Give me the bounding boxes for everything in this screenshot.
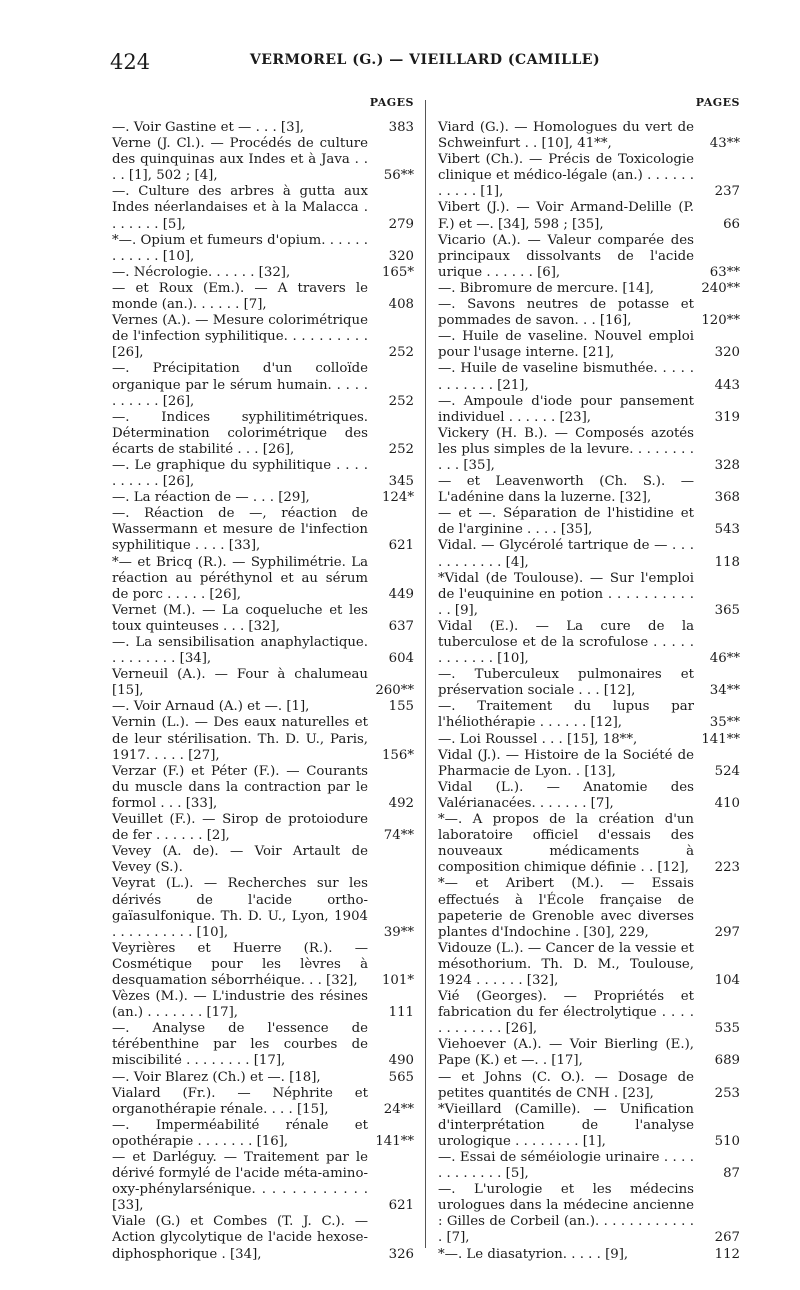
entry-page: 252 [388, 393, 414, 409]
entry-text: — et —. Séparation de l'histidine et de l'arginine . . . . [35], [438, 506, 694, 538]
entry-text: Vidal. — Glycérolé tartrique de — . . . . . . . . . . . [4], [438, 538, 694, 570]
index-entry [438, 876, 740, 940]
entry-text: Veyrières et Huerre (R.). — Cosmétique pour les lèvres à desquamation séborrhéique. . . [32], [112, 940, 368, 988]
index-entry [438, 394, 740, 426]
index-entry [438, 120, 740, 152]
index-entry [438, 699, 740, 731]
entry-text: Vernin (L.). — Des eaux naturelles et de leur stérilisation. Th. D. U., Paris, 1917. . . . . [27], [112, 715, 368, 763]
entry-page: 637 [388, 618, 414, 634]
entry-text: —. Analyse de l'essence de térébenthine par les courbes de miscibilité . . . . . . . . [17], [112, 1021, 368, 1069]
index-entry [112, 1150, 414, 1214]
entry-text: —. Traitement du lupus par l'héliothérapie . . . . . . [12], [438, 699, 694, 731]
index-entry [438, 812, 740, 876]
index-entry [112, 490, 414, 506]
entry-page: 565 [388, 1069, 414, 1085]
entry-text: Vialard (Fr.). — Néphrite et organothérapie rénale. . . . [15], [112, 1085, 368, 1117]
index-entry [438, 538, 740, 570]
entry-page: 252 [388, 345, 414, 361]
index-entry [112, 506, 414, 554]
index-entry [438, 281, 740, 297]
entry-text: —. Précipitation d'un colloïde organique par le sérum humain. . . . . . . . . . . [26], [112, 361, 368, 409]
index-entry [438, 361, 740, 393]
right-column [438, 96, 740, 1262]
index-entry [112, 1086, 414, 1118]
index-entry [112, 410, 414, 458]
pages-column-label: PAGES [369, 96, 414, 109]
entry-text: Vidal (E.). — La cure de la tuberculose et de la scrofulose . . . . . . . . . . . . [10], [438, 618, 694, 667]
entry-text: —. Imperméabilité rénale et opothérapie . . . . . . . [16], [112, 1117, 368, 1149]
entry-page: 621 [388, 1198, 414, 1214]
index-entry [438, 474, 740, 506]
entry-text: —. Huile de vaseline bismuthée. . . . . . . . . . . . [21], [438, 361, 694, 393]
entry-text: —. Le graphique du syphilitique . . . . . . . . . . [26], [112, 457, 368, 490]
entry-page: 410 [714, 795, 740, 811]
entry-page: 155 [388, 699, 414, 715]
entry-text: — et Darléguy. — Traitement par le dérivé formylé de l'acide méta-amino-oxy-phénylarsénique. . . . . . . . . . . . [33], [112, 1150, 368, 1214]
entry-text: —. La réaction de — . . . [29], [112, 490, 310, 506]
entry-page: 535 [714, 1021, 740, 1037]
entry-text: — et Johns (C. O.). — Dosage de petites quantités de CNH . [23], [438, 1069, 694, 1101]
entry-page: 320 [388, 248, 414, 264]
entry-page: 260** [375, 683, 414, 699]
entry-page: 621 [388, 538, 414, 554]
entry-text: Verne (J. Cl.). — Procédés de culture des quinquinas aux Indes et à Java . . . . [1], 502 ; [4], [112, 136, 368, 184]
left-column [112, 96, 414, 1262]
entry-text: Vickery (H. B.). — Composés azotés les plus simples de la levure. . . . . . . . . . . [35], [438, 425, 694, 473]
index-entry [112, 667, 414, 699]
index-entry [112, 361, 414, 409]
entry-text: Veyrat (L.). — Recherches sur les dérivés de l'acide ortho-gaïasulfonique. Th. D. U., Lyon, 1904 . . . . . . . . . . [10], [112, 876, 368, 940]
entry-text: Vernes (A.). — Mesure colorimétrique de l'infection syphilitique. . . . . . . . . . [26], [112, 313, 368, 361]
entry-text: —. Tuberculeux pulmonaires et préservation sociale . . . [12], [438, 667, 694, 699]
index-entry [112, 844, 414, 876]
entry-text: *—. A propos de la création d'un laboratoire officiel d'essais des nouveaux médicaments à composition chimique définie . . [12], [438, 812, 694, 876]
entry-page: 345 [388, 474, 414, 490]
entry-text: —. Bibromure de mercure. [14], [438, 280, 654, 296]
index-entry [438, 1102, 740, 1150]
index-entry [438, 667, 740, 699]
entry-text: —. Voir Gastine et — . . . [3], [112, 120, 304, 135]
entry-page: 449 [388, 586, 414, 602]
index-entry [438, 233, 740, 281]
page-header [110, 48, 740, 78]
index-entry [438, 732, 740, 748]
entry-page: 111 [388, 1005, 414, 1021]
index-entry [112, 603, 414, 635]
entry-page: 253 [714, 1085, 740, 1101]
entry-page: 112 [714, 1246, 740, 1262]
index-entry [438, 1070, 740, 1102]
entry-text: —. Nécrologie. . . . . . [32], [112, 264, 291, 280]
entry-text: —. Huile de vaseline. Nouvel emploi pour l'usage interne. [21], [438, 329, 694, 361]
entry-page: 56** [383, 168, 414, 184]
index-entry [438, 506, 740, 538]
entry-page: 43** [709, 136, 740, 152]
entry-page: 240** [701, 280, 740, 296]
entry-text: — et Leavenworth (Ch. S.). — L'adénine dans la luzerne. [32], [438, 474, 694, 506]
index-entry [112, 812, 414, 844]
entry-page: 24** [383, 1101, 414, 1117]
entry-text: —. Loi Roussel . . . [15], 18**, [438, 731, 638, 747]
index-entry [438, 426, 740, 474]
index-entry [112, 989, 414, 1021]
entry-page: 267 [714, 1230, 740, 1246]
index-entry [112, 120, 414, 136]
entry-page: 490 [388, 1053, 414, 1069]
entry-page: 365 [714, 602, 740, 618]
entry-text: — et Roux (Em.). — A travers le monde (an.). . . . . . [7], [112, 280, 368, 313]
index-entry [112, 1118, 414, 1150]
entry-text: Vidal (L.). — Anatomie des Valérianacées. . . . . . . [7], [438, 779, 694, 811]
index-entry [112, 233, 414, 265]
entry-page: 104 [714, 972, 740, 988]
entry-page: 165* [381, 264, 414, 280]
index-entry [438, 200, 740, 232]
index-entry [112, 635, 414, 667]
index-entry [112, 941, 414, 989]
entry-text: —. Réaction de —, réaction de Wassermann et mesure de l'infection syphilitique . . . . [33], [112, 506, 368, 554]
entry-text: Vié (Georges). — Propriétés et fabrication du fer électrolytique . . . . . . . . . . . . [26], [438, 989, 694, 1037]
pages-column-label: PAGES [695, 96, 740, 109]
entry-text: *— et Bricq (R.). — Syphilimétrie. La réaction au péréthynol et au sérum de porc . . . . . [26], [112, 554, 368, 602]
entry-text: *—. Le diasatyrion. . . . . [9], [438, 1246, 629, 1262]
entry-page: 297 [714, 924, 740, 940]
entry-page: 141** [701, 731, 740, 747]
entry-page: 368 [714, 490, 740, 506]
entry-text: Vibert (J.). — Voir Armand-Delille (P. F.) et —. [34], 598 ; [35], [438, 200, 694, 232]
entry-page: 604 [388, 651, 414, 667]
index-entry [438, 1182, 740, 1246]
entry-page: 118 [714, 554, 740, 570]
entry-text: Vernet (M.). — La coqueluche et les toux quinteuses . . . [32], [112, 602, 368, 634]
index-entry [112, 458, 414, 490]
page-number: 424 [110, 50, 151, 74]
index-entry [112, 136, 414, 184]
entry-page: 120** [701, 313, 740, 329]
index-entry [438, 297, 740, 329]
entry-text: *Vidal (de Toulouse). — Sur l'emploi de l'euquinine en potion . . . . . . . . . . . . [9], [438, 570, 694, 618]
index-entry [438, 941, 740, 989]
index-entry [438, 329, 740, 361]
index-entry [438, 152, 740, 200]
entry-page: 63** [709, 264, 740, 280]
entry-text: Vèzes (M.). — L'industrie des résines (an.) . . . . . . . [17], [112, 989, 368, 1021]
entry-text: Vevey (A. de). — Voir Artault de Vevey (S.). [112, 844, 368, 876]
index-entry [438, 780, 740, 812]
index-entry [112, 184, 414, 232]
index-entry [112, 715, 414, 763]
entry-text: Viehoever (A.). — Voir Bierling (E.), Pape (K.) et —. . [17], [438, 1037, 694, 1069]
index-entry [112, 1214, 414, 1262]
entry-page: 39** [383, 924, 414, 940]
column-divider [425, 100, 426, 1248]
entry-text: —. Essai de séméiologie urinaire . . . . . . . . . . . . [5], [438, 1150, 694, 1182]
index-entry [438, 989, 740, 1037]
entry-page: 252 [388, 441, 414, 457]
entry-page: 141** [375, 1133, 414, 1149]
entry-text: —. Voir Blarez (Ch.) et —. [18], [112, 1069, 321, 1085]
entry-page: 156* [381, 747, 414, 763]
entry-page: 124* [381, 490, 414, 506]
entry-page: 383 [388, 120, 414, 135]
entry-page: 101* [381, 972, 414, 988]
entry-page: 35** [709, 715, 740, 731]
index-entry [112, 699, 414, 715]
entry-page: 543 [714, 522, 740, 538]
entry-text: —. Savons neutres de potasse et pommades de savon. . . [16], [438, 297, 694, 329]
running-title: VERMOREL (G.) — VIEILLARD (CAMILLE) [249, 52, 601, 68]
entry-text: —. Ampoule d'iode pour pansement individuel . . . . . . [23], [438, 393, 694, 425]
entry-page: 524 [714, 763, 740, 779]
entry-page: 326 [388, 1246, 414, 1262]
entry-text: Vibert (Ch.). — Précis de Toxicologie clinique et médico-légale (an.) . . . . . . . . . . . [1], [438, 152, 694, 200]
entry-page: 443 [714, 377, 740, 393]
entry-page: 510 [714, 1133, 740, 1149]
entry-text: Viale (G.) et Combes (T. J. C.). — Action glycolytique de l'acide hexose-diphosphorique . [34], [112, 1214, 368, 1262]
entry-page: 87 [723, 1166, 740, 1182]
index-entry [112, 265, 414, 281]
entry-page: 74** [383, 828, 414, 844]
index-entry [438, 748, 740, 780]
index-entry [112, 764, 414, 812]
index-entry [112, 313, 414, 361]
index-entry [438, 1247, 740, 1263]
entry-page: 46** [709, 651, 740, 667]
entry-page: 328 [714, 457, 740, 473]
entry-text: *— et Aribert (M.). — Essais effectués à l'École française de papeterie de Grenoble avec diverses plantes d'Indochine . [30], 229, [438, 876, 694, 940]
entry-text: Verzar (F.) et Péter (F.). — Courants du muscle dans la contraction par le formol . . . [33], [112, 763, 368, 811]
entry-page: 237 [714, 184, 740, 200]
entry-page: 34** [709, 683, 740, 699]
entry-page: 279 [388, 216, 414, 232]
entry-page: 66 [723, 216, 740, 232]
entry-page: 492 [388, 795, 414, 811]
entry-text: —. La sensibilisation anaphylactique. . . . . . . . . [34], [112, 635, 368, 667]
index-entry [438, 1037, 740, 1069]
entry-text: *Vieillard (Camille). — Unification d'interprétation de l'analyse urologique . . . . . . . . [1], [438, 1101, 694, 1149]
index-entry [438, 619, 740, 667]
entry-page: 319 [714, 409, 740, 425]
entry-page: 320 [714, 345, 740, 361]
index-entry [438, 1150, 740, 1182]
entry-page: 223 [714, 860, 740, 876]
entry-text: Vidouze (L.). — Cancer de la vessie et mésothorium. Th. D. M., Toulouse, 1924 . . . . . . [32], [438, 940, 694, 988]
entry-text: Viard (G.). — Homologues du vert de Schweinfurt . . [10], 41**, [438, 120, 694, 152]
entry-text: —. L'urologie et les médecins urologues dans la médecine ancienne : Gilles de Corbeil (an.). . . . . . . . . . . . . [7], [438, 1182, 694, 1246]
index-entry [112, 876, 414, 940]
entry-page: 689 [714, 1053, 740, 1069]
index-entry [438, 571, 740, 619]
entry-text: Veuillet (F.). — Sirop de protoiodure de fer . . . . . . [2], [112, 812, 368, 844]
entry-page: 408 [388, 297, 414, 313]
entry-text: *—. Opium et fumeurs d'opium. . . . . . . . . . . . [10], [112, 232, 368, 264]
entry-text: —. Culture des arbres à gutta aux Indes néerlandaises et à la Malacca . . . . . . . [5], [112, 184, 368, 232]
index-entry [112, 281, 414, 313]
entry-text: Vidal (J.). — Histoire de la Société de Pharmacie de Lyon. . [13], [438, 747, 694, 779]
entry-text: —. Voir Arnaud (A.) et —. [1], [112, 699, 310, 715]
entry-text: —. Indices syphilitimétriques. Détermination colorimétrique des écarts de stabilité . . . [26], [112, 409, 368, 457]
index-entry [112, 1021, 414, 1069]
index-entry [112, 1070, 414, 1086]
entry-text: Vicario (A.). — Valeur comparée des principaux dissolvants de l'acide urique . . . . . . [6], [438, 232, 694, 280]
index-entry [112, 555, 414, 603]
entry-text: Verneuil (A.). — Four à chalumeau [15], [112, 667, 368, 699]
